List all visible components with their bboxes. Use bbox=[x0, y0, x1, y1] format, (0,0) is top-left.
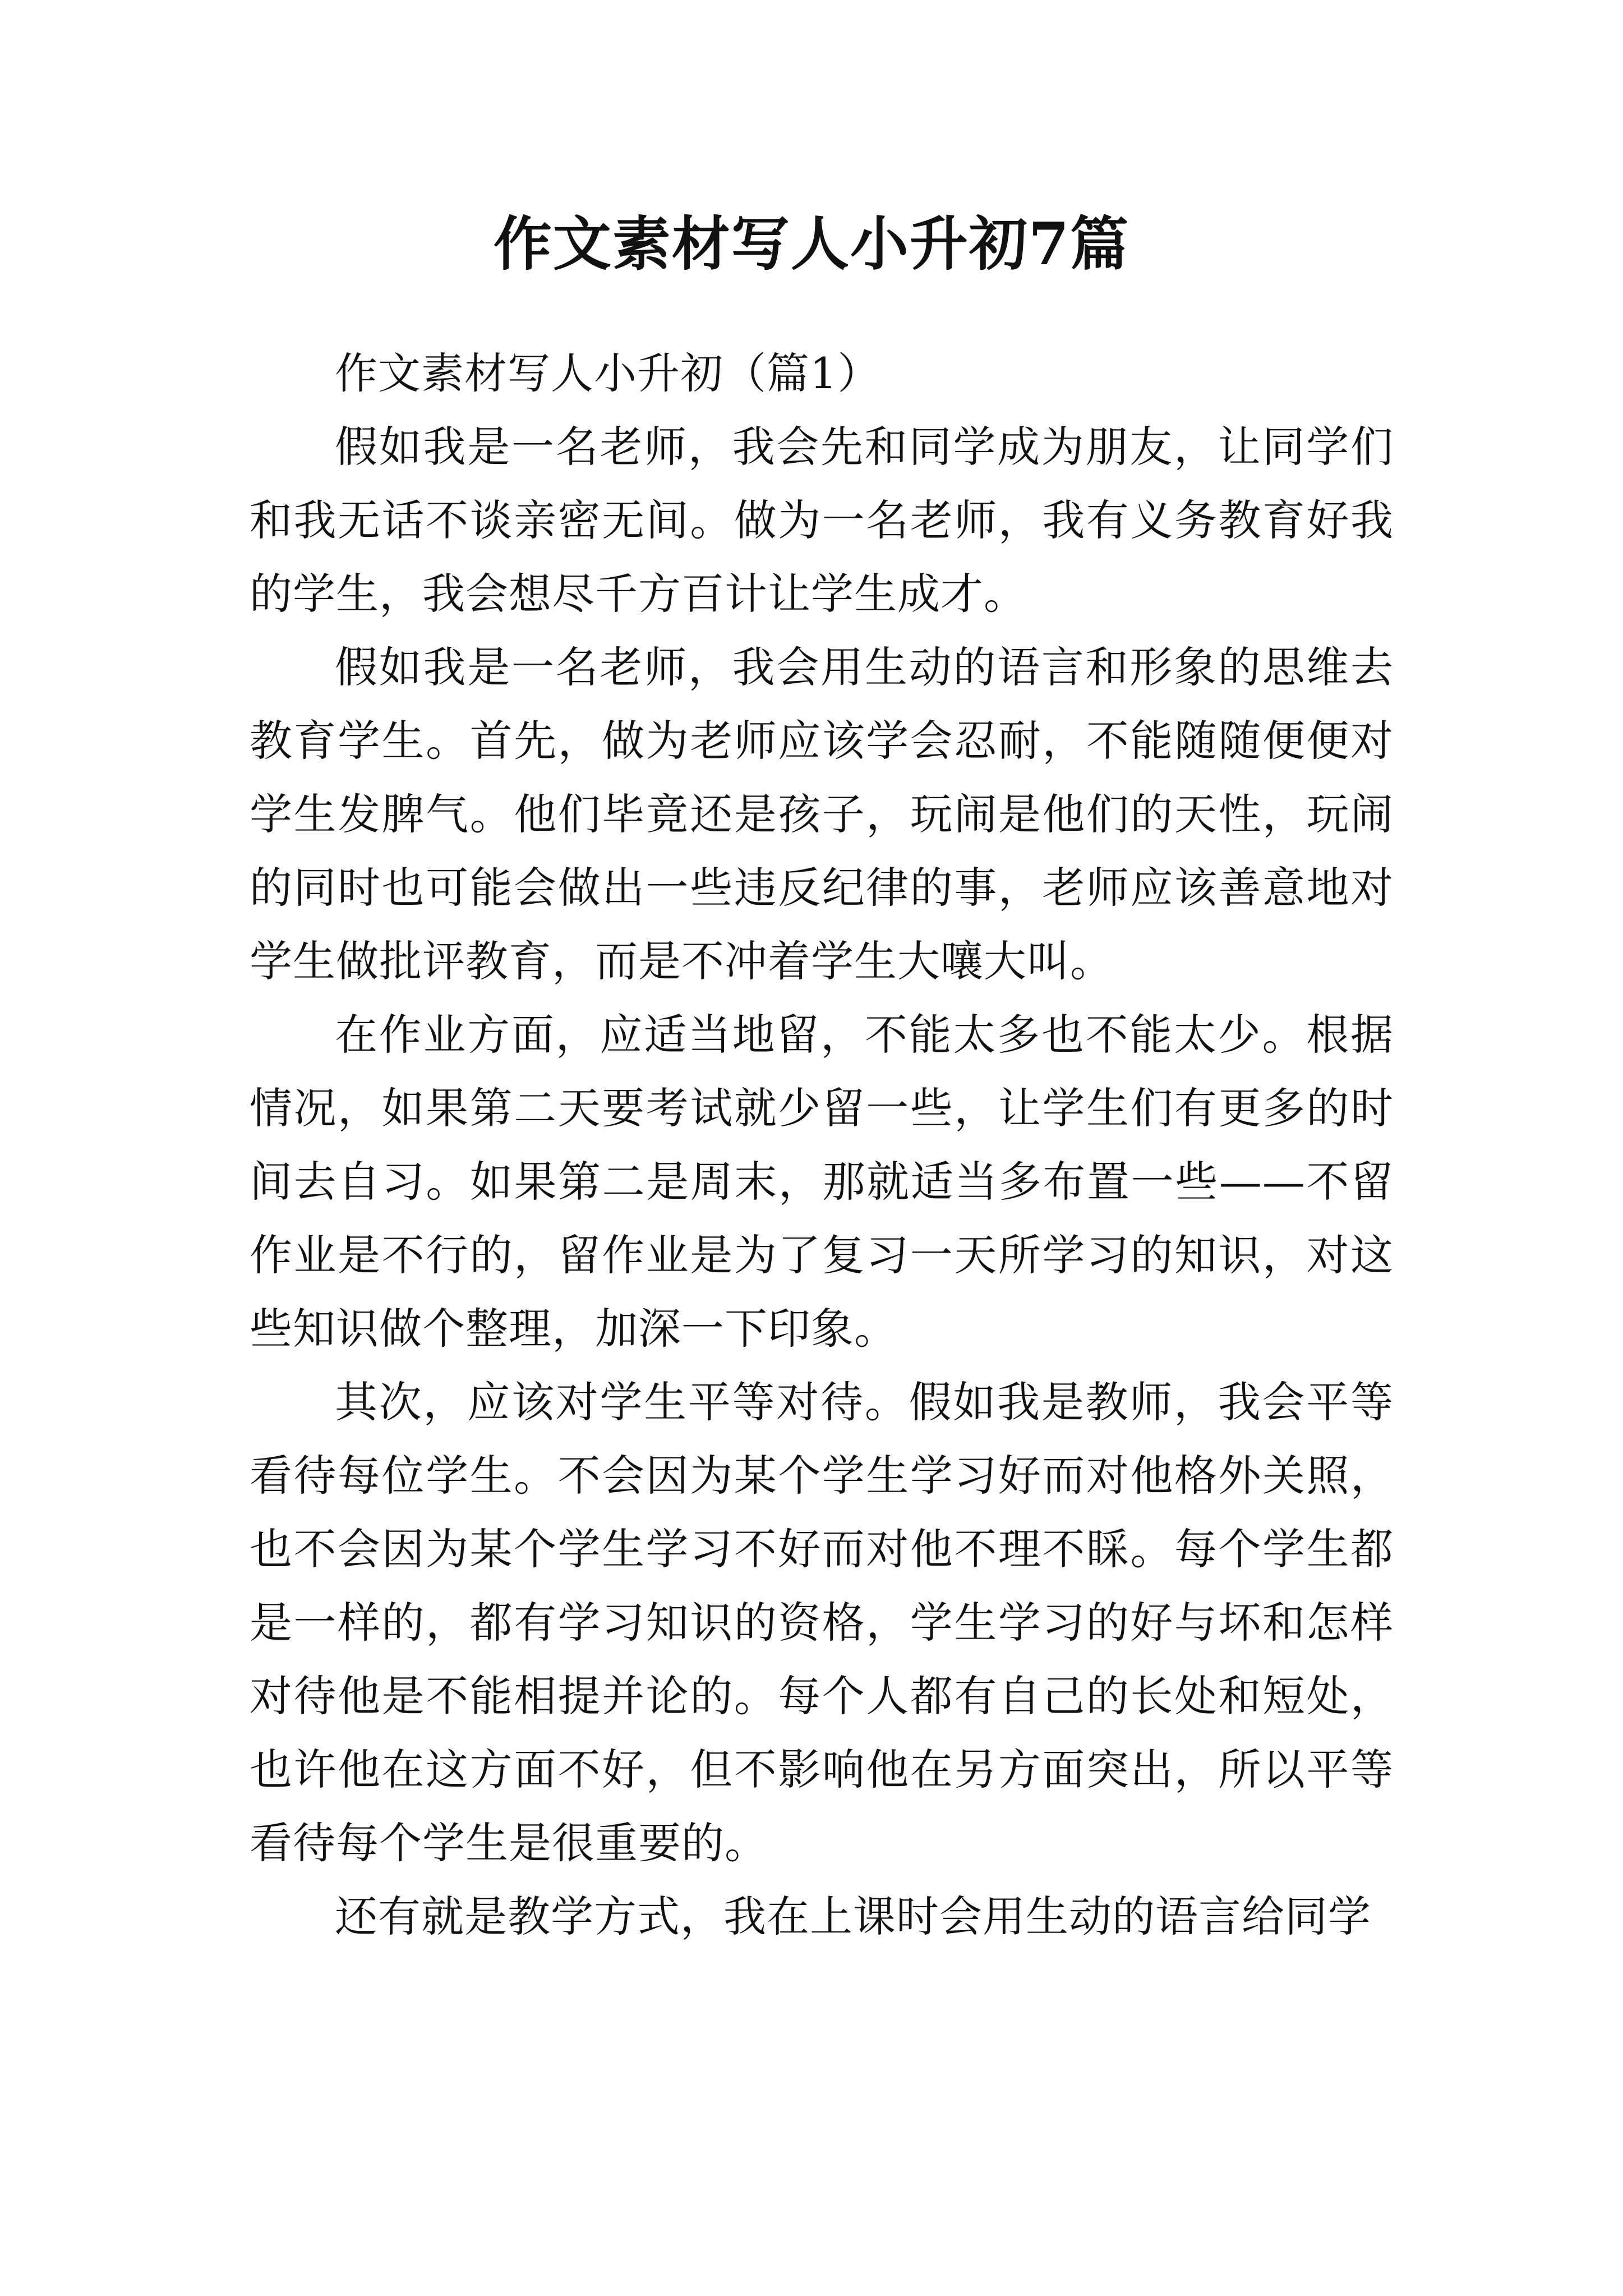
document-body bbox=[250, 337, 1394, 1953]
paragraph: 假如我是一名老师，我会先和同学成为朋友，让同学们和我无话不谈亲密无间。做为一名老师，我有义务教育好我的学生，我会想尽千方百计让学生成才。 bbox=[250, 422, 1394, 619]
paragraph: 还有就是教学方式，我在上课时会用生动的语言给同学 bbox=[335, 1892, 1371, 1941]
paragraph: 假如我是一名老师，我会用生动的语言和形象的思维去教育学生。首先，做为老师应该学会忍耐，不能随随便便对学生发脾气。他们毕竟还是孩子，玩闹是他们的天性，玩闹的同时也可能会做出一些违反纪律的事，老师应该善意地对学生做批评教育，而是不冲着学生大嚷大叫。 bbox=[250, 642, 1394, 986]
section-heading: 作文素材写人小升初（篇1） bbox=[335, 348, 881, 398]
document-title: 作文素材写人小升初7篇 bbox=[493, 209, 1130, 278]
paragraph: 其次，应该对学生平等对待。假如我是教师，我会平等看待每位学生。不会因为某个学生学习好而对他格外关照，也不会因为某个学生学习不好而对他不理不睬。每个学生都是一样的，都有学习知识的资格，学生学习的好与坏和怎样对待他是不能相提并论的。每个人都有自己的长处和短处，也许他在这方面不好，但不影响他在另方面突出，所以平等看待每个学生是很重要的。 bbox=[250, 1377, 1394, 1868]
paragraph: 在作业方面，应适当地留，不能太多也不能太少。根据情况，如果第二天要考试就少留一些，让学生们有更多的时间去自习。如果第二是周末，那就适当多布置一些——不留作业是不行的，留作业是为了复习一天所学习的知识，对这些知识做个整理，加深一下印象。 bbox=[250, 1010, 1394, 1354]
